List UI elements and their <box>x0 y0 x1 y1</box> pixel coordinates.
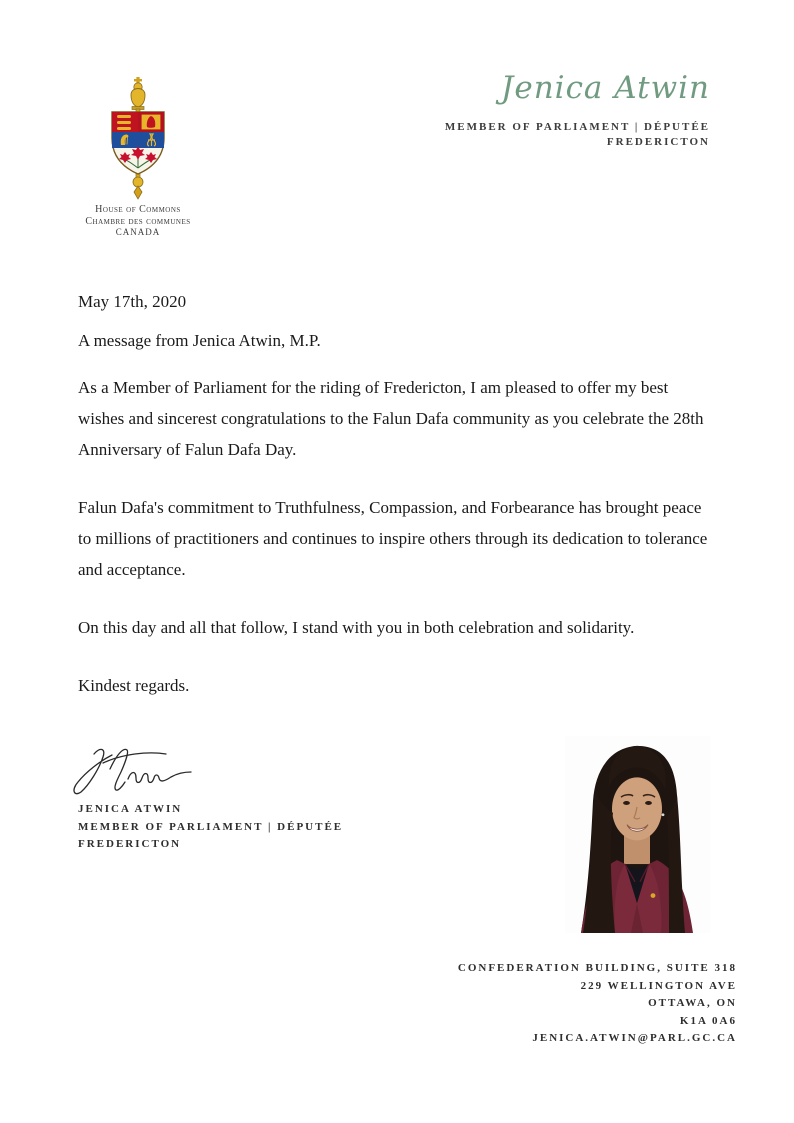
letterhead-right <box>445 68 710 150</box>
mp-title: MEMBER OF PARLIAMENT | DÉPUTÉE <box>444 121 710 133</box>
footer-email: JENICA.ATWIN@PARL.GC.CA <box>532 1032 737 1044</box>
footer-address-line-3: OTTAWA, ON <box>648 997 737 1009</box>
handwritten-signature <box>70 738 202 798</box>
signature-name: JENICA ATWIN <box>78 803 183 815</box>
letter-intro: A message from Jenica Atwin, M.P. <box>78 331 321 350</box>
house-of-commons-crest-block <box>58 76 218 239</box>
crest-caption-line3: CANADA <box>115 227 161 237</box>
crest-caption-line2: Chambre des communes <box>85 215 191 227</box>
portrait-photo <box>565 736 710 933</box>
signature-title: MEMBER OF PARLIAMENT | DÉPUTÉE <box>78 820 344 833</box>
letter-closing: Kindest regards. <box>78 676 190 695</box>
footer-address-line-2: 229 WELLINGTON AVE <box>580 979 737 992</box>
footer-postal-code: K1A 0A6 <box>679 1014 737 1027</box>
footer-address-block <box>458 960 737 1048</box>
footer-address-line-1: CONFEDERATION BUILDING, SUITE 318 <box>457 962 737 974</box>
signature-block <box>78 801 343 854</box>
house-of-commons-crest-icon <box>97 76 179 200</box>
letter-body <box>78 286 714 701</box>
mp-script-name: Jenica Atwin <box>500 70 710 106</box>
signature-riding: FREDERICTON <box>78 838 182 850</box>
letter-paragraph-1: As a Member of Parliament for the riding of Fredericton, I am pleased to offer my best wishes and sincerest congratulations to the Falun Dafa community as you celebrate the 28th Anniversary of Falun Dafa Day. <box>78 378 704 459</box>
letter-paragraph-3: On this day and all that follow, I stand with you in both celebration and solidarity. <box>78 618 635 637</box>
mp-riding: FREDERICTON <box>606 136 710 148</box>
letter-paragraph-2: Falun Dafa's commitment to Truthfulness, Compassion, and Forbearance has brought peace to millions of practitioners and continues to inspire others through its dedication to tolerance and acceptance. <box>78 498 708 579</box>
crest-caption-line1: House of Commons <box>95 204 181 215</box>
letter-date: May 17th, 2020 <box>78 292 187 311</box>
